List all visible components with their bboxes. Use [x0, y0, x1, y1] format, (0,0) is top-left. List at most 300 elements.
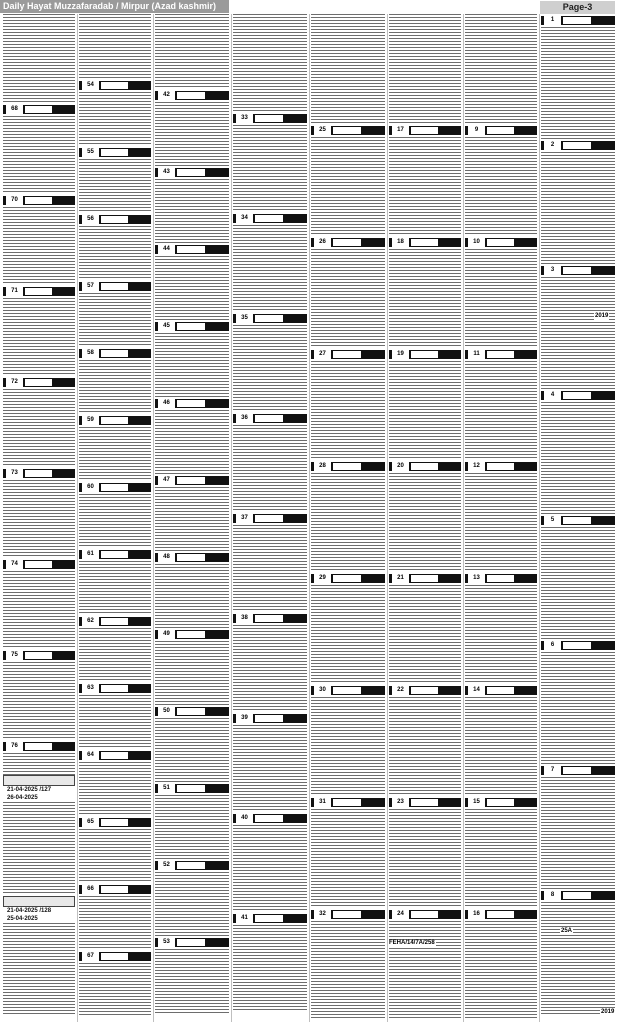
classified-notice — [541, 766, 615, 889]
notice-number-bar — [465, 350, 537, 359]
notice-number-bar — [3, 196, 75, 205]
notice-number: 47 — [158, 476, 175, 485]
notice-number-bar — [465, 238, 537, 247]
notice-number: 67 — [82, 952, 99, 961]
inline-reference: 2019 — [595, 313, 609, 319]
notice-number: 41 — [236, 914, 253, 923]
notice-body-text — [155, 795, 229, 859]
notice-number: 35 — [236, 314, 253, 323]
classified-notice — [155, 707, 229, 782]
notice-body-text — [155, 14, 229, 89]
classified-notice — [155, 553, 229, 628]
classified-notice — [389, 14, 461, 124]
notice-body-text — [311, 249, 385, 348]
court-notices-panel — [3, 775, 75, 1022]
notice-title-box — [411, 239, 438, 246]
notice-body-text — [3, 116, 75, 194]
notice-column — [541, 16, 615, 1022]
classified-notice — [541, 16, 615, 139]
classified-notice — [3, 560, 75, 649]
notice-number-bar — [79, 952, 151, 961]
notice-number-bar — [311, 686, 385, 695]
notice-number-bar — [155, 399, 229, 408]
column-divider — [309, 14, 310, 1022]
page-number-label: Page-3 — [540, 1, 615, 14]
notice-title-box — [25, 743, 52, 750]
classified-notice — [79, 818, 151, 883]
classified-notice — [233, 814, 307, 912]
notice-number: 36 — [236, 414, 253, 423]
notice-number-bar — [465, 462, 537, 471]
classified-notice — [311, 686, 385, 796]
notice-number: 55 — [82, 148, 99, 157]
notice-number-bar — [3, 560, 75, 569]
notice-number-bar — [389, 686, 461, 695]
notice-number-bar — [79, 483, 151, 492]
notice-number-bar — [79, 349, 151, 358]
notice-body-text — [79, 159, 151, 213]
classified-notice — [541, 391, 615, 514]
classified-notice — [155, 168, 229, 243]
classified-notice — [79, 952, 151, 1017]
notice-number-bar — [79, 751, 151, 760]
notice-number: 5 — [544, 516, 561, 525]
notice-title-box — [25, 288, 52, 295]
notice-number: 38 — [236, 614, 253, 623]
notice-number-bar — [3, 651, 75, 660]
notice-title-box — [333, 687, 361, 694]
classified-notice — [389, 238, 461, 348]
classified-notice — [311, 462, 385, 572]
notice-number-bar — [79, 282, 151, 291]
classified-notice — [389, 574, 461, 684]
notice-number: 74 — [6, 560, 23, 569]
notice-body-text — [79, 494, 151, 548]
notice-body-text — [311, 14, 385, 124]
notice-title-box — [563, 517, 591, 524]
classified-notice — [79, 617, 151, 682]
notice-number: 49 — [158, 630, 175, 639]
notice-number-bar — [311, 462, 385, 471]
notice-title-box — [101, 283, 128, 290]
classified-notice — [155, 399, 229, 474]
classified-notice — [3, 378, 75, 467]
notice-title-box — [411, 127, 438, 134]
notice-number: 6 — [544, 641, 561, 650]
notice-number-bar — [233, 814, 307, 823]
notice-number: 1 — [544, 16, 561, 25]
classified-notice — [79, 684, 151, 749]
notice-body-text — [389, 809, 461, 908]
classified-notice — [3, 469, 75, 558]
notice-body-text — [541, 902, 615, 1014]
notice-title-box — [333, 463, 361, 470]
classified-notice — [541, 891, 615, 1014]
notice-number: 39 — [236, 714, 253, 723]
notice-number-bar — [79, 885, 151, 894]
notice-number: 4 — [544, 391, 561, 400]
notice-title-box — [255, 815, 283, 822]
notice-number-bar — [541, 141, 615, 150]
classified-notice — [79, 751, 151, 816]
notice-title-box — [333, 127, 361, 134]
notice-column — [465, 14, 537, 1022]
notice-number-bar — [155, 707, 229, 716]
notice-body-text — [389, 249, 461, 348]
classified-notice — [79, 282, 151, 347]
classified-notice — [233, 714, 307, 812]
notice-number-bar — [233, 214, 307, 223]
notice-number-bar — [233, 514, 307, 523]
notice-body-text — [541, 527, 615, 639]
notice-body-text — [155, 410, 229, 474]
notice-body-text — [3, 14, 75, 103]
notice-title-box — [255, 115, 283, 122]
notice-number-bar — [311, 910, 385, 919]
notice-number: 31 — [314, 798, 331, 807]
notice-body-text — [389, 585, 461, 684]
notice-body-text — [541, 402, 615, 514]
notice-body-text — [311, 921, 385, 1020]
classified-notice — [3, 196, 75, 285]
notice-number: 68 — [6, 105, 23, 114]
notice-body-text — [465, 697, 537, 796]
notice-title-box — [487, 575, 514, 582]
classified-notice — [79, 81, 151, 146]
classified-notice — [389, 462, 461, 572]
notice-title-box — [563, 642, 591, 649]
notice-number: 27 — [314, 350, 331, 359]
notice-title-box — [25, 106, 52, 113]
notice-number: 30 — [314, 686, 331, 695]
notice-number: 46 — [158, 399, 175, 408]
notice-title-box — [177, 708, 205, 715]
notice-title-box — [25, 561, 52, 568]
notice-number-bar — [311, 574, 385, 583]
classified-notice — [233, 14, 307, 112]
notice-title-box — [255, 915, 283, 922]
notice-number: 61 — [82, 550, 99, 559]
notice-number-bar — [389, 462, 461, 471]
classified-notice — [155, 784, 229, 859]
notice-body-text — [541, 652, 615, 764]
notice-number-bar — [155, 784, 229, 793]
notice-body-text — [541, 277, 615, 389]
classified-notice — [155, 861, 229, 936]
notice-title-box — [255, 415, 283, 422]
notice-number: 15 — [468, 798, 485, 807]
classified-notice — [233, 214, 307, 312]
notice-number: 23 — [392, 798, 409, 807]
notice-title-box — [255, 615, 283, 622]
notice-body-text — [3, 480, 75, 558]
notice-number-bar — [79, 416, 151, 425]
notice-title-box — [101, 216, 128, 223]
notice-body-text — [465, 809, 537, 908]
notice-number: 59 — [82, 416, 99, 425]
notice-number: 72 — [6, 378, 23, 387]
notice-title-box — [255, 315, 283, 322]
classified-notice — [79, 483, 151, 548]
notice-title-box — [411, 799, 438, 806]
classified-notice — [233, 114, 307, 212]
classified-notice — [541, 266, 615, 389]
notice-number-bar — [79, 818, 151, 827]
notice-body-text — [155, 179, 229, 243]
notice-number: 75 — [6, 651, 23, 660]
notice-number: 34 — [236, 214, 253, 223]
notice-body-text — [465, 361, 537, 460]
notice-number: 63 — [82, 684, 99, 693]
classified-notice — [233, 614, 307, 712]
column-divider — [77, 14, 78, 1022]
notice-number-bar — [465, 686, 537, 695]
notice-number: 62 — [82, 617, 99, 626]
notice-body-text — [311, 697, 385, 796]
notice-body-text — [79, 226, 151, 280]
notice-body-text — [389, 473, 461, 572]
notice-body-text — [155, 949, 229, 1013]
classified-notice — [465, 126, 537, 236]
notice-title-box — [563, 767, 591, 774]
court-hearing-date: 25-04-2025 — [7, 916, 38, 922]
notice-number: 10 — [468, 238, 485, 247]
classified-notice — [233, 914, 307, 1012]
notice-body-text — [79, 561, 151, 615]
classified-notice — [311, 798, 385, 908]
notice-title-box — [411, 575, 438, 582]
notice-number-bar — [79, 215, 151, 224]
classified-notice — [79, 550, 151, 615]
notice-number-bar — [389, 350, 461, 359]
notice-title-box — [101, 685, 128, 692]
notice-column — [233, 14, 307, 1022]
notice-number-bar — [311, 798, 385, 807]
court-notice-body — [3, 923, 75, 1015]
classified-notice — [79, 349, 151, 414]
notice-body-text — [155, 641, 229, 705]
notice-title-box — [177, 554, 205, 561]
notice-number: 65 — [82, 818, 99, 827]
classified-notice — [3, 105, 75, 194]
notice-number-bar — [389, 126, 461, 135]
notice-number-bar — [233, 914, 307, 923]
notice-number: 21 — [392, 574, 409, 583]
classified-notice — [311, 910, 385, 1020]
inline-reference: 2019 — [601, 1009, 615, 1015]
notice-number: 71 — [6, 287, 23, 296]
notice-title-box — [487, 239, 514, 246]
notice-number-bar — [541, 391, 615, 400]
classified-notice — [79, 885, 151, 950]
notice-number-bar — [233, 614, 307, 623]
notice-body-text — [465, 921, 537, 1020]
notice-body-text — [155, 487, 229, 551]
notice-body-text — [389, 361, 461, 460]
notice-title-box — [25, 652, 52, 659]
notice-number: 25 — [314, 126, 331, 135]
classified-notice — [233, 314, 307, 412]
notice-number: 8 — [544, 891, 561, 900]
notice-body-text — [389, 921, 461, 1020]
classified-notice — [3, 287, 75, 376]
notice-body-text — [233, 925, 307, 1012]
notice-number-bar — [3, 469, 75, 478]
notice-number: 76 — [6, 742, 23, 751]
inline-reference: FEHA/14/7A/258 — [389, 940, 435, 946]
notice-body-text — [465, 137, 537, 236]
notice-number: 45 — [158, 322, 175, 331]
notice-body-text — [233, 325, 307, 412]
notice-body-text — [79, 427, 151, 481]
notice-column — [155, 14, 229, 1022]
notice-body-text — [389, 14, 461, 124]
notice-number-bar — [155, 168, 229, 177]
notice-number-bar — [155, 476, 229, 485]
classified-notice — [465, 574, 537, 684]
notice-body-text — [541, 152, 615, 264]
notice-body-text — [233, 725, 307, 812]
notice-number: 22 — [392, 686, 409, 695]
notice-body-text — [79, 293, 151, 347]
notice-number: 29 — [314, 574, 331, 583]
notice-number: 56 — [82, 215, 99, 224]
notice-title-box — [563, 17, 591, 24]
classified-notice — [79, 148, 151, 213]
notice-body-text — [233, 125, 307, 212]
notice-body-text — [465, 249, 537, 348]
notice-title-box — [25, 379, 52, 386]
notice-body-text — [155, 564, 229, 628]
notice-number: 50 — [158, 707, 175, 716]
newspaper-masthead: Daily Hayat Muzzafaradab / Mirpur (Azad kashmir) — [0, 0, 229, 13]
classified-notice — [541, 641, 615, 764]
classified-notice — [155, 91, 229, 166]
notice-body-text — [311, 473, 385, 572]
notice-title-box — [177, 400, 205, 407]
classified-notice — [465, 238, 537, 348]
notice-number-bar — [79, 550, 151, 559]
notice-number: 19 — [392, 350, 409, 359]
notice-number: 20 — [392, 462, 409, 471]
classified-notice — [389, 350, 461, 460]
notice-number: 7 — [544, 766, 561, 775]
classified-notice — [311, 238, 385, 348]
notice-number: 16 — [468, 910, 485, 919]
column-divider — [463, 14, 464, 1022]
notice-number: 64 — [82, 751, 99, 760]
notice-number: 52 — [158, 861, 175, 870]
notice-title-box — [177, 785, 205, 792]
notice-body-text — [389, 137, 461, 236]
classified-notice — [79, 215, 151, 280]
notice-title-box — [487, 463, 514, 470]
notice-number: 13 — [468, 574, 485, 583]
notice-body-text — [233, 525, 307, 612]
notice-number-bar — [465, 798, 537, 807]
notice-title-box — [177, 92, 205, 99]
classified-notice — [155, 245, 229, 320]
notice-number-bar — [465, 574, 537, 583]
notice-number: 2 — [544, 141, 561, 150]
notice-body-text — [311, 585, 385, 684]
classified-notice — [465, 798, 537, 908]
notice-body-text — [311, 809, 385, 908]
notice-number: 48 — [158, 553, 175, 562]
notice-body-text — [311, 361, 385, 460]
notice-body-text — [233, 14, 307, 112]
notice-number-bar — [389, 910, 461, 919]
notice-number: 14 — [468, 686, 485, 695]
notice-title-box — [177, 939, 205, 946]
notice-number: 66 — [82, 885, 99, 894]
notice-number: 17 — [392, 126, 409, 135]
notice-number: 11 — [468, 350, 485, 359]
notice-title-box — [101, 886, 128, 893]
notice-number-bar — [389, 574, 461, 583]
notice-title-box — [101, 953, 128, 960]
notice-title-box — [101, 618, 128, 625]
notice-body-text — [155, 256, 229, 320]
notice-number-bar — [79, 617, 151, 626]
notice-number-bar — [311, 238, 385, 247]
notice-title-box — [411, 911, 438, 918]
notice-body-text — [465, 473, 537, 572]
notice-title-box — [25, 197, 52, 204]
notice-body-text — [79, 14, 151, 79]
column-divider — [387, 14, 388, 1022]
notice-body-text — [233, 425, 307, 512]
notice-body-text — [311, 137, 385, 236]
notice-title-box — [333, 799, 361, 806]
notice-body-text — [233, 225, 307, 312]
inline-reference: 25A — [561, 928, 573, 934]
notice-number-bar — [3, 287, 75, 296]
notice-body-text — [79, 695, 151, 749]
court-notice-header — [3, 775, 75, 786]
notice-number: 60 — [82, 483, 99, 492]
notice-number-bar — [541, 266, 615, 275]
notice-number: 54 — [82, 81, 99, 90]
notice-number-bar — [233, 314, 307, 323]
notice-number: 44 — [158, 245, 175, 254]
notice-number: 42 — [158, 91, 175, 100]
notice-number-bar — [233, 414, 307, 423]
court-notice-header — [3, 896, 75, 907]
notice-body-text — [3, 389, 75, 467]
court-notice — [3, 775, 75, 894]
classified-notice — [3, 651, 75, 740]
notice-number-bar — [541, 766, 615, 775]
classified-notice — [311, 126, 385, 236]
notice-number-bar — [465, 910, 537, 919]
classified-notice — [389, 910, 461, 1020]
classified-notice — [79, 416, 151, 481]
classified-notice — [3, 14, 75, 103]
notice-number: 9 — [468, 126, 485, 135]
notice-title-box — [177, 246, 205, 253]
notice-number-bar — [233, 114, 307, 123]
notice-number-bar — [155, 245, 229, 254]
notice-title-box — [487, 351, 514, 358]
notice-number-bar — [155, 91, 229, 100]
notice-number-bar — [3, 378, 75, 387]
notice-title-box — [563, 392, 591, 399]
classified-notice — [465, 350, 537, 460]
notice-body-text — [79, 896, 151, 950]
classified-notice — [155, 322, 229, 397]
notice-body-text — [541, 777, 615, 889]
